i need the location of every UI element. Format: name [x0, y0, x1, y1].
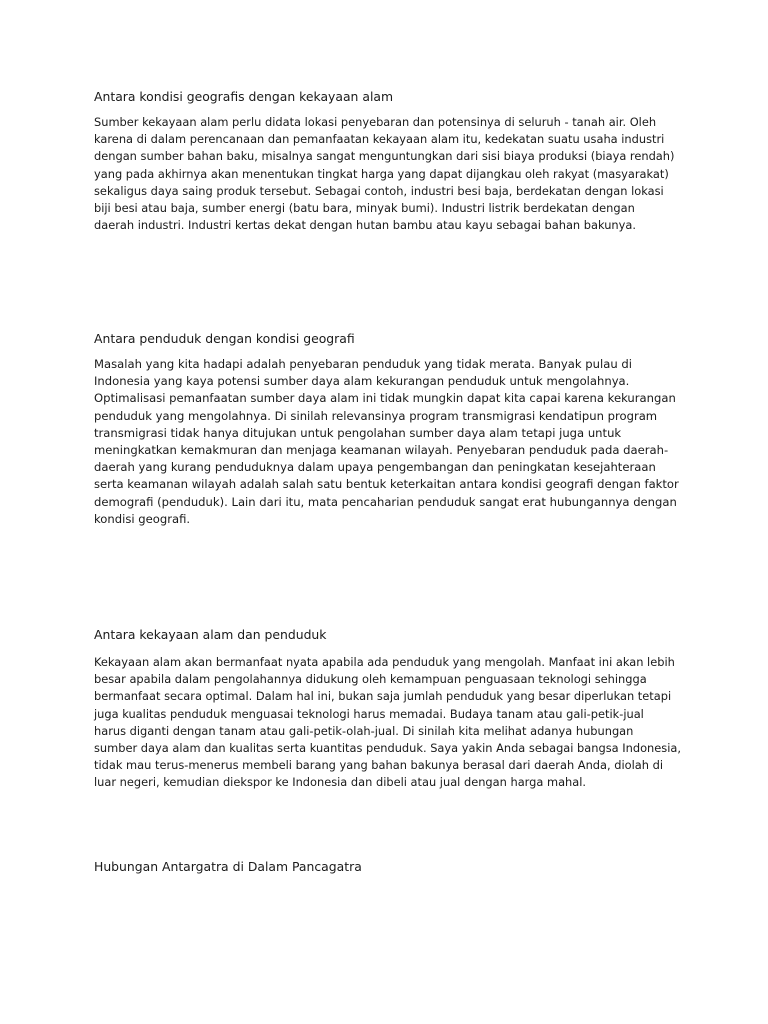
- paragraph-line: yang pada akhirnya akan menentukan tingkat harga yang dapat dijangkau oleh rakyat (masyarakat): [94, 166, 669, 181]
- paragraph-line: harus diganti dengan tanam atau gali-petik-olah-jual. Di sinilah kita melihat adanya hubungan: [94, 723, 634, 738]
- section-heading: Antara kekayaan alam dan penduduk: [94, 627, 327, 642]
- paragraph-line: tidak mau terus-menerus membeli barang yang bahan bakunya berasal dari daerah Anda, diolah di: [94, 758, 664, 773]
- section-heading: Antara kondisi geografis dengan kekayaan alam: [94, 89, 394, 104]
- paragraph-line: luar negeri, kemudian diekspor ke Indonesia dan dibeli atau jual dengan harga mahal.: [94, 775, 587, 790]
- paragraph-line: besar apabila dalam pengolahannya didukung oleh kemampuan penguasaan teknologi sehingga: [94, 672, 647, 687]
- paragraph-line: karena di dalam perencanaan dan pemanfaatan kekayaan alam itu, kedekatan suatu usaha industri: [94, 132, 665, 147]
- paragraph-line: Kekayaan alam akan bermanfaat nyata apabila ada penduduk yang mengolah. Manfaat ini akan lebih: [94, 655, 675, 669]
- paragraph-line: juga kualitas penduduk menguasai teknologi harus memadai. Budaya tanam atau gali-petik-jual: [94, 706, 644, 721]
- paragraph-line: penduduk yang mengolahnya. Di sinilah relevansinya program transmigrasi kendatipun program: [94, 408, 658, 423]
- paragraph-line: daerah industri. Industri kertas dekat dengan hutan bambu atau kayu sebagai bahan bakunya.: [94, 218, 636, 233]
- paragraph-line: sumber daya alam dan kualitas serta kuantitas penduduk. Saya yakin Anda sebagai bangsa Indonesia,: [94, 741, 681, 756]
- paragraph-line: Optimalisasi pemanfaatan sumber daya alam ini tidak mungkin dapat kita capai karena kekurangan: [94, 391, 676, 406]
- section-paragraph: [94, 356, 679, 528]
- paragraph-line: sekaligus daya saing produk tersebut. Sebagai contoh, industri besi baja, berdekatan dengan lokasi: [94, 183, 664, 198]
- paragraph-line: transmigrasi tidak hanya ditujukan untuk pengolahan sumber daya alam tetapi juga untuk: [94, 425, 622, 440]
- paragraph-line: serta keamanan wilayah adalah salah satu bentuk keterkaitan antara kondisi geografi dengan faktor: [94, 477, 679, 492]
- paragraph-line: dengan sumber bahan baku, misalnya sangat menguntungkan dari sisi biaya produksi (biaya rendah): [94, 149, 675, 164]
- section-heading: Hubungan Antargatra di Dalam Pancagatra: [94, 859, 362, 874]
- paragraph-line: Indonesia yang kaya potensi sumber daya alam kekurangan penduduk untuk mengolahnya.: [94, 374, 630, 389]
- paragraph-line: bermanfaat secara optimal. Dalam hal ini, bukan saja jumlah penduduk yang besar diperlukan tetapi: [94, 689, 672, 704]
- paragraph-line: Sumber kekayaan alam perlu didata lokasi penyebaran dan potensinya di seluruh - tanah air. Oleh: [94, 115, 657, 129]
- paragraph-line: daerah yang kurang penduduknya dalam upaya pengembangan dan peningkatan kesejahteraan: [94, 460, 656, 475]
- paragraph-line: kondisi geografi.: [94, 511, 191, 526]
- paragraph-line: biji besi atau baja, sumber energi (batu bara, minyak bumi). Industri listrik berdekatan dengan: [94, 201, 635, 216]
- paragraph-line: demografi (penduduk). Lain dari itu, mata pencaharian penduduk sangat erat hubungannya dengan: [94, 494, 677, 509]
- section-paragraph: [94, 114, 674, 234]
- paragraph-line: meningkatkan kemakmuran dan menjaga keamanan wilayah. Penyebaran penduduk pada daerah-: [94, 443, 669, 458]
- section-heading: Antara penduduk dengan kondisi geografi: [94, 331, 355, 346]
- section-paragraph: [94, 654, 681, 792]
- paragraph-line: Masalah yang kita hadapi adalah penyebaran penduduk yang tidak merata. Banyak pulau di: [94, 357, 632, 371]
